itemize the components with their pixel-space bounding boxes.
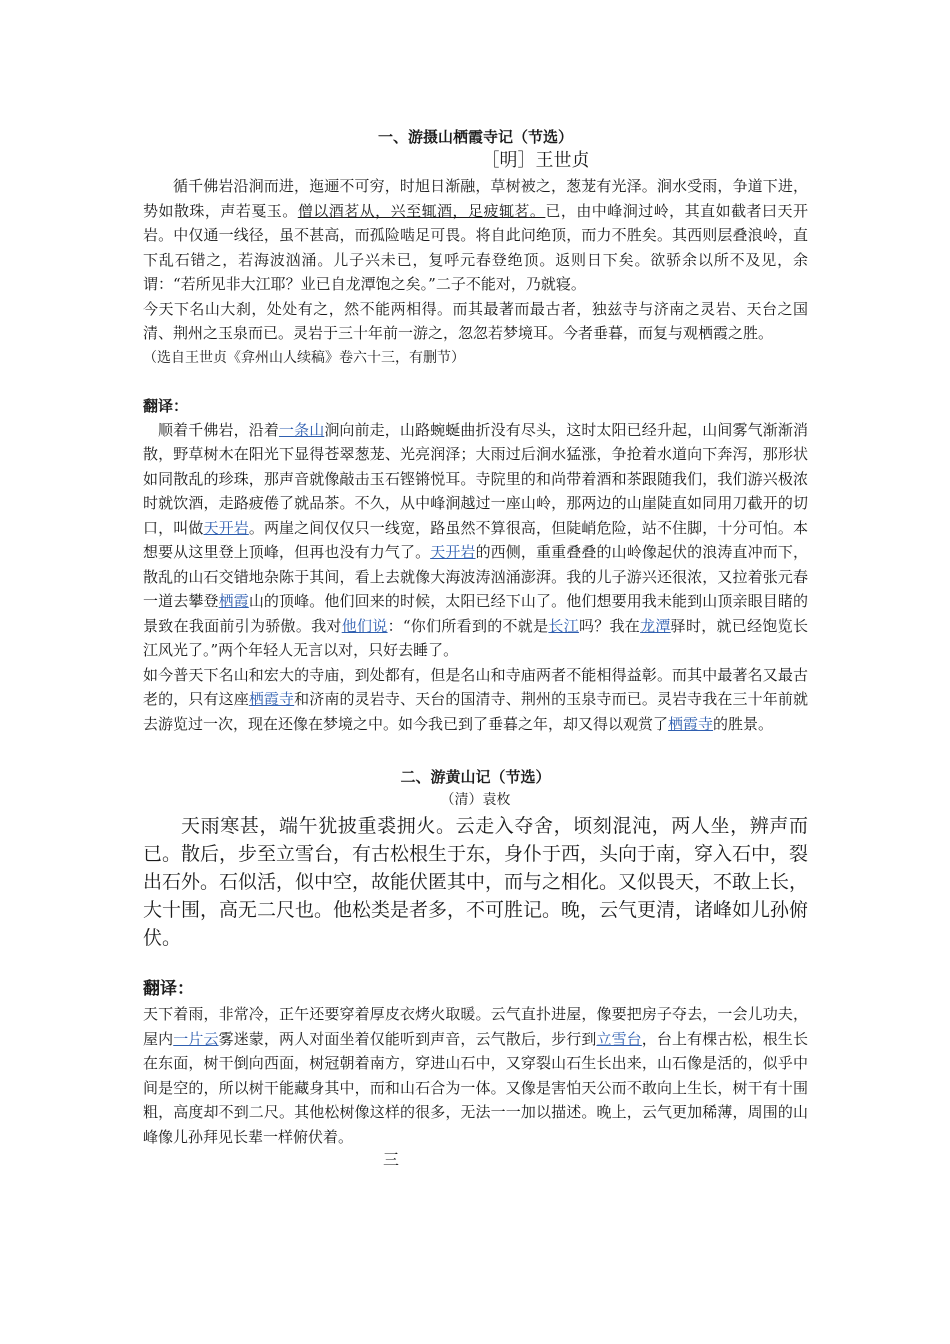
page-footer-text: 三 [383, 1150, 400, 1169]
inline-link[interactable]: 栖霞 [218, 592, 249, 610]
spacer [143, 736, 808, 758]
text-run: 的西侧，重重叠叠的山岭像起伏的浪涛直冲而下，散乱的山石交错地杂陈于其间，看上去就像大海波涛汹涌澎湃。我的儿子游兴还很浓，又拉着张元春一道去攀登 [143, 543, 808, 610]
section2-translation-label: 翻译： [143, 979, 194, 999]
section1-para2: 今天下名山大刹，处处有之，然不能两相得。而其最著而最古者，独兹寺与济南之灵岩、天台之国清、荆州之玉泉而已。灵岩于三十年前一游之，忽忽若梦境耳。今者垂暮，而复与观栖霞之胜。 [143, 299, 808, 342]
spacer [143, 952, 808, 976]
text-run: 山的顶峰。他们回来的时候，太阳已经下山了。他们想要用我未能到山顶亲眼目睹的景致在我面前引为骄傲。我对 [143, 592, 808, 635]
section1-translation-label: 翻译： [143, 396, 189, 415]
text-run: ，台上有棵古松，根生长在东面，树干倒向西面，树冠朝着南方，穿进山石中，又穿裂山石生长出来，山石像是活的，似乎中间是空的，所以树干能藏身其中，而和山石合为一体。又像是害怕天公而不敢向上生长，树干有十围粗，高度却不到二尺。其他松树像这样的很多，无法一一加以描述。晚上，云气更加稀薄，周围的山峰像儿孙拜见长辈一样俯伏着。 [143, 1029, 808, 1146]
inline-link[interactable]: 一片云 [173, 1029, 219, 1048]
section2-title: 二、游黄山记（节选） [400, 768, 551, 786]
spacer [143, 370, 808, 394]
text-run: ：“你们所看到的不就是 [387, 616, 549, 635]
inline-link[interactable]: 天开岩 [430, 543, 476, 561]
inline-link[interactable]: 栖霞寺 [248, 690, 295, 708]
section1-translation-para1 [143, 418, 808, 663]
text-run: 雾迷蒙，两人对面坐着仅能听到声音，云气散后，步行到 [218, 1029, 597, 1048]
inline-link[interactable]: 栖霞寺 [668, 714, 714, 733]
text-run: 如今普天下名山和宏大的寺庙，到处都有，但是名山和寺庙两者不能相得益彰。而其中最著名又最古老的，只有这座 [143, 665, 808, 708]
inline-link[interactable]: 立雪台 [596, 1029, 642, 1048]
section2-para1: 天雨寒甚，端午犹披重裘拥火。云走入夺舍，顷刻混沌，两人坐，辨声而已。散后，步至立雪台，有古松根生于东，身仆于西，头向于南，穿入石中，裂出石外。石似活，似中空，故能伏匿其中，而与之相化。又似畏天，不敢上长，大十围，高无二尺也。他松类是者多，不可胜记。晚，云气更清，诸峰如儿孙俯伏。 [143, 815, 809, 949]
section1-title: 一、游摄山栖霞寺记（节选） [377, 128, 573, 146]
section1-translation-para2 [143, 663, 808, 737]
text-run: 天下着雨，非常冷，正午还要穿着厚皮衣烤火取暖。云气直扑进屋，像要把房子夺去，一会儿功夫，屋内 [143, 1005, 808, 1048]
section1-para1 [143, 174, 808, 297]
text-run: 驿时，就已经饱览长江风光了。”两个年轻人无言以对，只好去睡了。 [143, 616, 808, 659]
underlined-text: 僧以酒茗从，兴至辄酒，足疲辄茗。 [297, 201, 546, 220]
text-run: 涧向前走，山路蜿蜒曲折没有尽头，这时太阳已经升起，山间雾气渐渐消散，野草树木在阳光下显得苍翠葱茏、光亮润泽；大雨过后涧水猛涨，争抢着水道向下奔泻，那形状如同散乱的珍珠，那声音就像敲击玉石铿锵悦耳。寺院里的和尚带着酒和茶跟随我们，我们游兴极浓时就饮酒，走路疲倦了就品茶。不久，从中峰涧越过一座山岭，那两边的山崖陡直如同用刀截开的切口，叫做 [143, 420, 808, 537]
text-run: 已，由中峰涧过岭，其直如截者曰天开岩。中仅通一线径，虽不甚高，而孤险啮足可畏。将自此问绝顶，而力不胜矣。其西则层叠浪岭，直下乱石错之，若海波汹涌。儿子兴未已，复呼元春登绝顶。返则日下矣。欲骄余以所不及见，余谓：“若所见非大江耶？业已自龙潭饱之矣。”二子不能对，乃就寝。 [143, 201, 808, 293]
inline-link[interactable]: 天开岩 [203, 518, 249, 537]
inline-link[interactable]: 龙潭 [640, 616, 671, 635]
inline-link[interactable]: 长江 [548, 616, 579, 635]
document-page [143, 118, 808, 1171]
text-run: 顺着千佛岩，沿着 [158, 420, 279, 439]
section1-source: （选自王世贞《弇州山人续稿》卷六十三，有删节） [143, 349, 465, 366]
inline-link[interactable]: 一条山 [278, 420, 325, 439]
text-run: 循千佛岩沿涧而进，迤逦不可穷，时旭日渐融，草树被之，葱茏有光泽。涧水受雨，争道下进，势如散珠，声若戛玉。 [143, 177, 808, 220]
text-run: 。两崖之间仅仅只一线宽，路虽然不算很高，但陡峭危险，站不住脚，十分可怕。本想要从这里登上顶峰，但再也没有力气了。 [143, 518, 808, 561]
section2-author: （清）袁枚 [440, 792, 511, 808]
section1-author: ［明］王世贞 [481, 150, 590, 171]
text-run: 的胜景。 [713, 714, 774, 733]
section2-translation-para1 [143, 1002, 808, 1149]
inline-link[interactable]: 他们说 [341, 616, 388, 635]
text-run: 和济南的灵岩寺、天台的国清寺、荆州的玉泉寺而已。灵岩寺我在三十年前就去游览过一次，现在还像在梦境之中。如今我已到了垂暮之年，却又得以观赏了 [143, 690, 808, 733]
text-run: 吗？我在 [578, 616, 641, 635]
